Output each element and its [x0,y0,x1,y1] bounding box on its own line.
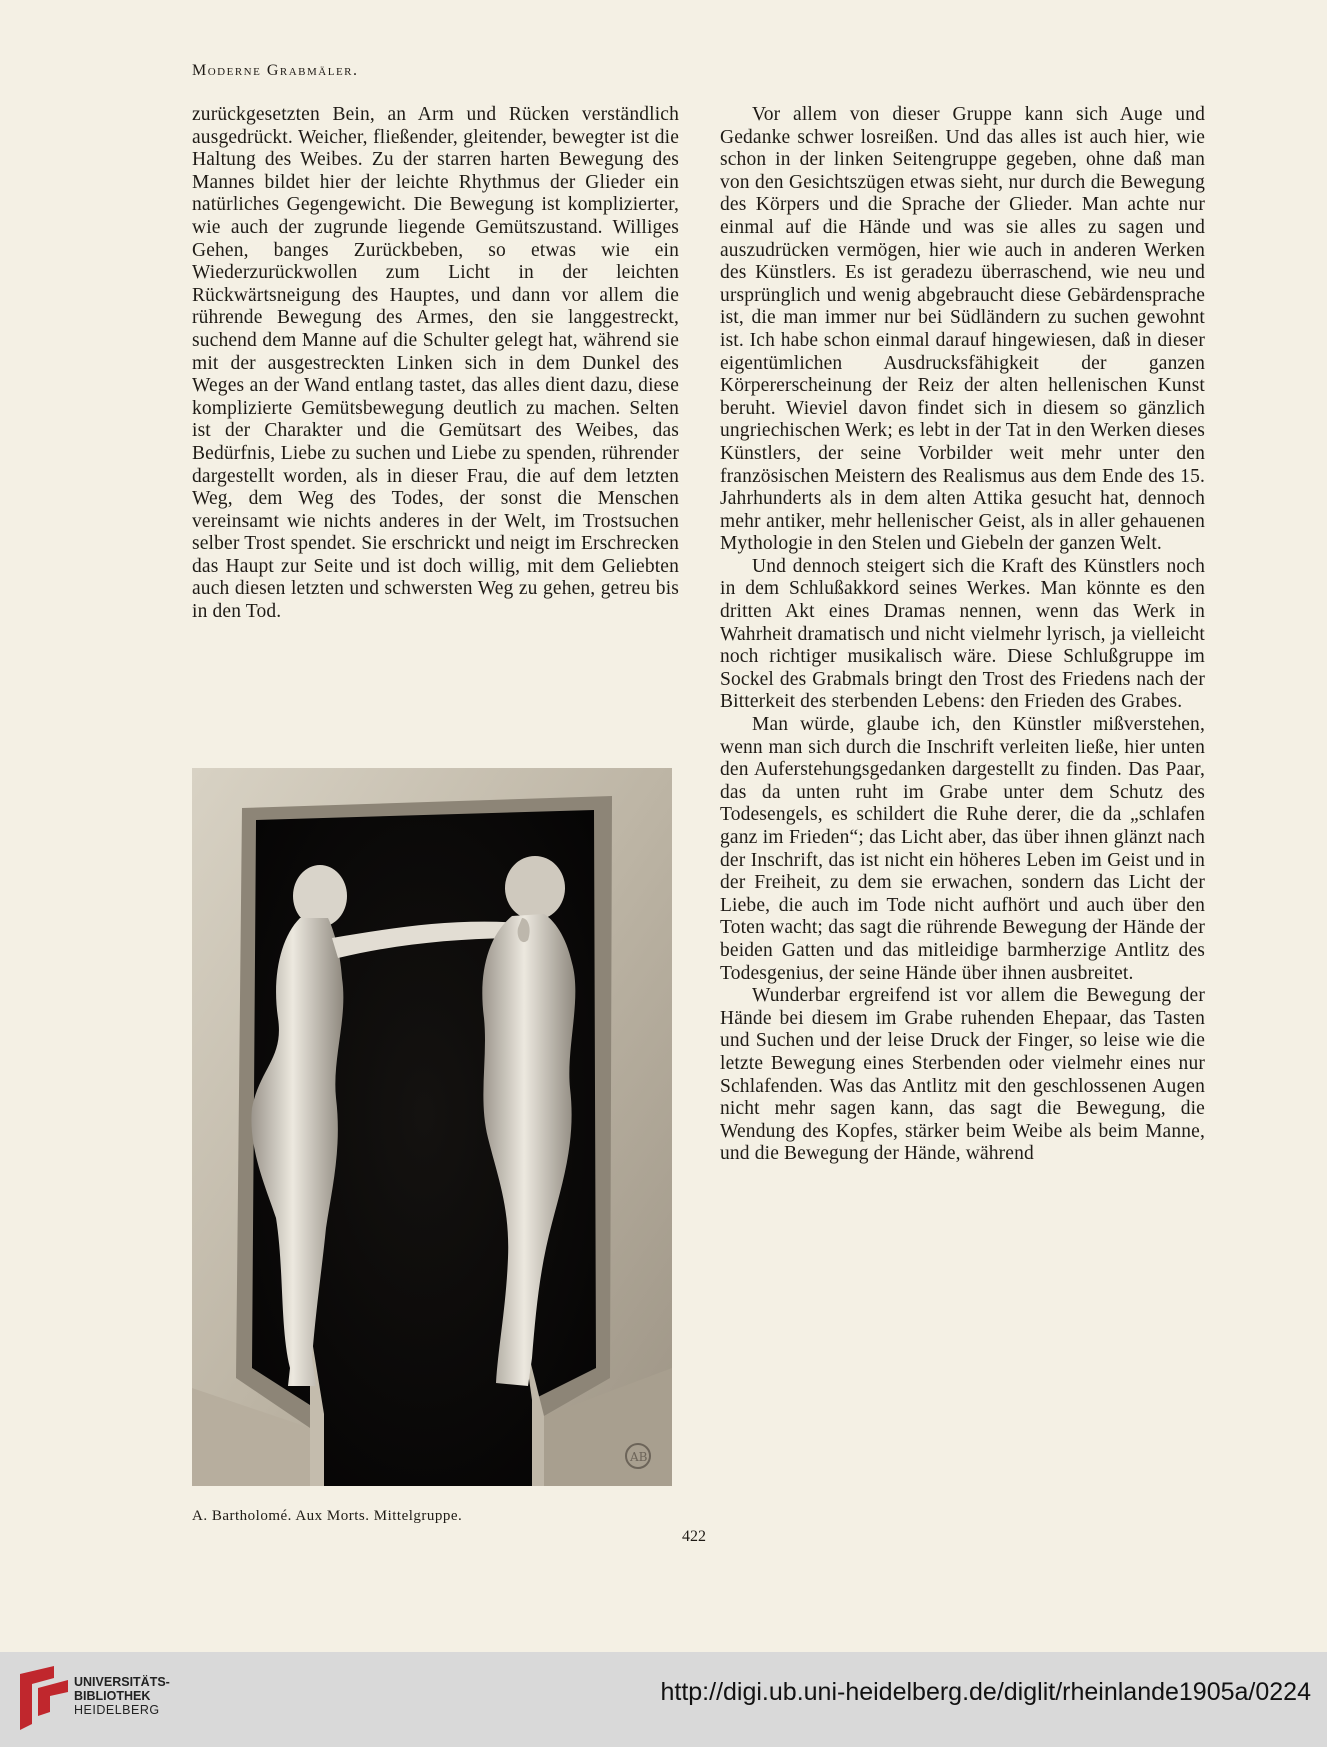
viewer-footer [0,1652,1327,1747]
page-number: 422 [682,1528,706,1545]
library-name-line-3: HEIDELBERG [74,1703,160,1717]
sculpture-illustration [192,768,672,1486]
library-name-line-2: BIBLIOTHEK [74,1689,151,1703]
figure-caption: A. Bartholomé. Aux Morts. Mittelgruppe. [192,1508,463,1524]
left-text-column [192,104,679,624]
right-paragraph-4: Wunderbar ergreifend ist vor allem die Bewegung der Hände bei diesem im Grabe ruhenden Ehepaar, das Tasten und Suchen und der leise Druck der Finger, so leise wie die letzte Bewegung eines Sterbenden oder vielmehr eines nur Schlafenden. Was das Antlitz mit den geschlossenen Augen nicht mehr sagen kann, das sagt die Bewegung, die Wendung des Kopfes, stärker beim Weibe als beim Manne, und die Bewegung der Hände, während [720,985,1205,1165]
right-paragraph-1: Vor allem von dieser Gruppe kann sich Auge und Gedanke schwer losreißen. Und das alles ist auch hier, wie schon in der linken Seitengruppe gegeben, ohne daß man von den Gesichtszügen etwas sieht, nur durch die Bewegung des Körpers und die Sprache der Glieder. Man achte nur einmal auf die Hände und was sie alles zu sagen und auszudrücken vermögen, hier wie auch in anderen Werken des Künstlers. Es ist geradezu überraschend, wie neu und ursprünglich und wenig abgebraucht diese Gebärdensprache ist, die man immer nur bei Südländern zu suchen gewohnt ist. Ich habe schon einmal darauf hingewiesen, daß in dieser eigentümlichen Ausdrucksfähigkeit der ganzen Körpererscheinung der Reiz der alten hellenischen Kunst beruht. Wieviel davon findet sich in diesem so gänzlich ungriechischen Werk; es lebt in der Tat in den Werken dieses Künstlers, der seine Vorbilder weit mehr unter den französischen Meistern des Realismus aus dem Ende des 15. Jahrhunderts als in dem alten Attika gesucht hat, dennoch mehr antiker, mehr hellenischer Geist, als in aller gehauenen Mythologie in den Stelen und Giebeln der ganzen Welt. [720,104,1205,555]
running-head: Moderne Grabmäler. [192,62,359,79]
library-name [74,1675,170,1717]
sculpture-photograph [192,768,672,1486]
right-paragraph-3: Man würde, glaube ich, den Künstler mißverstehen, wenn man sich durch die Inschrift verleiten ließe, hier unten den Auferstehungsgedanken dargestellt zu finden. Das Paar, das da unten ruht im Grabe unter dem Schutz des Todesengels, es schildert die Ruhe derer, die da „schlafen ganz im Frieden“; das Licht aber, das über ihnen glänzt nach der Inschrift, das ist nicht ein höheres Leben im Geist und in der Freiheit, zu dem sie erwachen, sondern das Licht der Liebe, die auch im Tode nicht aufhört und auch über den Toten wacht; das sagt die rührende Bewegung der Hände der beiden Gatten und das mitleidige barmherzige Antlitz des Todesgenius, der seine Hände über ihnen ausbreitet. [720,714,1205,984]
left-paragraph-1: zurückgesetzten Bein, an Arm und Rücken verständlich ausgedrückt. Weicher, fließender, gleitender, bewegter ist die Haltung des Weibes. Zu der starren harten Bewegung des Mannes bildet hier der leichte Rhythmus der Glieder ein natürliches Gegengewicht. Die Bewegung ist komplizierter, wie auch der zugrunde liegende Gemütszustand. Williges Gehen, banges Zurückbeben, so etwas wie ein Wiederzurückwollen zum Licht in der leichten Rückwärtsneigung des Hauptes, und dann vor allem die rührende Bewegung des Armes, den sie langgestreckt, suchend dem Manne auf die Schulter gelegt hat, während sie mit der ausgestreckten Linken sich in dem Dunkel des Weges an der Wand entlang tastet, das alles dient dazu, diese komplizierte Gemütsbewegung deutlich zu machen. Selten ist der Charakter und die Gemütsart des Weibes, das Bedürfnis, Liebe zu suchen und Liebe zu spenden, rührender dargestellt worden, als in dieser Frau, die auf dem letzten Weg, dem Weg des Todes, der sonst die Menschen vereinsamt wie nichts anderes in der Welt, im Trostsuchen selber Trost spendet. Sie erschrickt und neigt im Erschrecken das Haupt zur Seite und ist doch willig, mit dem Geliebten auch diesen letzten und schwersten Weg zu gehen, getreu bis in den Tod. [192,104,679,623]
right-paragraph-2: Und dennoch steigert sich die Kraft des Künstlers noch in dem Schlußakkord seines Werkes. Man könnte es den dritten Akt eines Dramas nennen, wenn das Werk in Wahrheit dramatisch und nicht vielmehr lyrisch, ja vielleicht noch richtiger musikalisch wäre. Diese Schlußgruppe im Sockel des Grabmals bringt den Trost des Friedens nach der Bitterkeit des sterbenden Lebens: den Frieden des Grabes. [720,555,1205,713]
library-name-line-1: UNIVERSITÄTS- [74,1675,170,1689]
permalink-url[interactable]: http://digi.ub.uni-heidelberg.de/diglit/rheinlande1905a/0224 [660,1678,1311,1706]
svg-text:AB: AB [630,1450,648,1464]
right-text-column [720,104,1205,1166]
university-library-logo-icon[interactable] [14,1664,78,1734]
